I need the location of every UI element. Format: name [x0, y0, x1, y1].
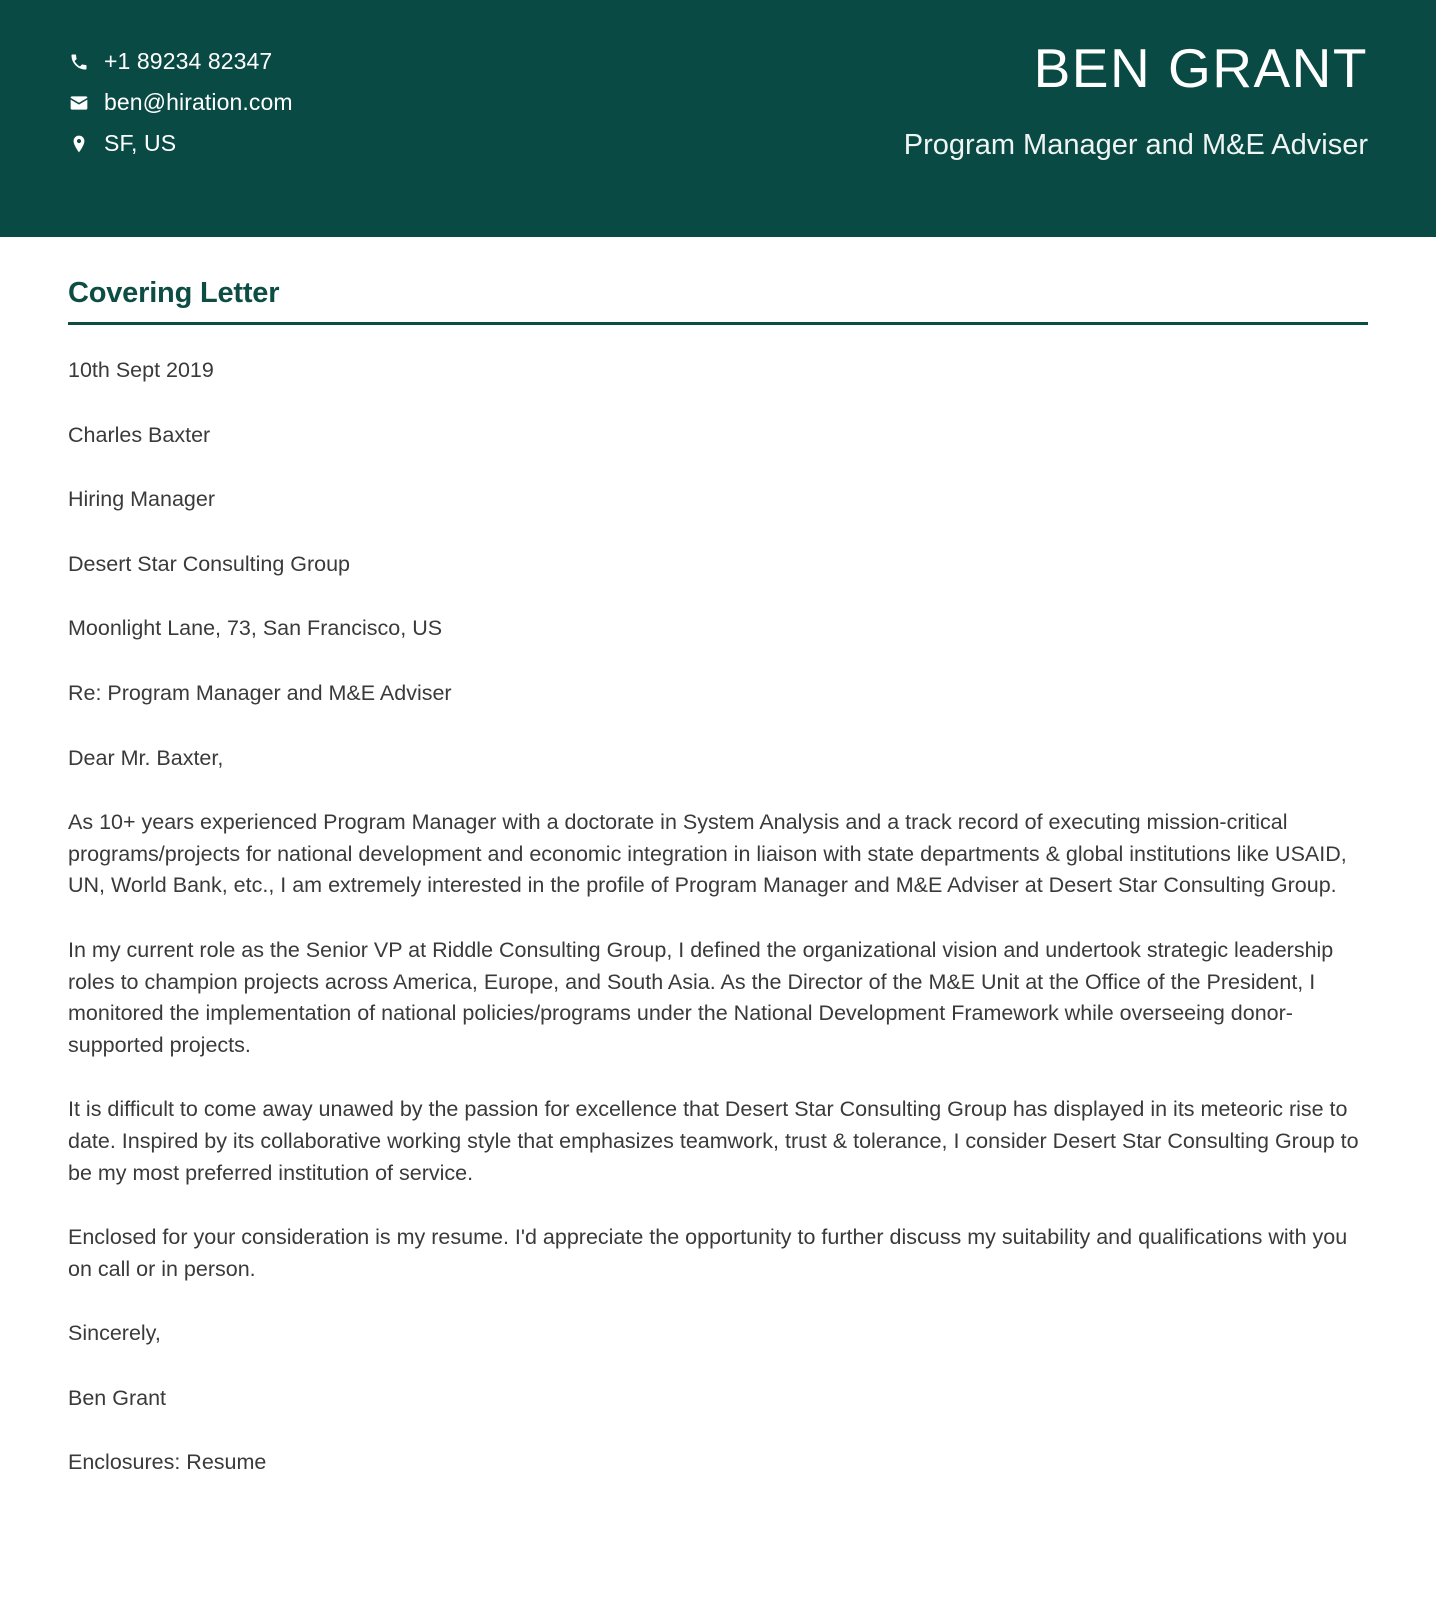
contact-email [68, 91, 293, 114]
letter-body [68, 355, 1368, 1572]
envelope-icon [68, 92, 90, 114]
map-pin-icon [68, 133, 90, 155]
document-header [0, 0, 1436, 237]
contact-location [68, 132, 293, 155]
section-title-covering-letter: Covering Letter [68, 277, 280, 309]
letter-date: 10th Sept 2019 [68, 358, 214, 382]
recipient-address: Moonlight Lane, 73, San Francisco, US [68, 616, 443, 641]
recipient-role: Hiring Manager [68, 487, 215, 512]
person-title: Program Manager and M&E Adviser [903, 128, 1368, 161]
letter-salutation: Dear Mr. Baxter, [68, 745, 224, 770]
contact-location-value: SF, US [104, 130, 177, 156]
recipient-name: Charles Baxter [68, 422, 211, 447]
document-content [0, 277, 1436, 1572]
identity-block [903, 37, 1368, 163]
letter-subject: Re: Program Manager and M&E Adviser [68, 680, 452, 705]
letter-paragraph: It is difficult to come away unawed by the passion for excellence that Desert Star Consulting Group has displayed in its meteoric rise to date. Inspired by its collaborative working style that emphasizes teamwork, trust & tolerance, I consider Desert Star Consulting Group to be my most preferred institution of service. [68, 1097, 1359, 1185]
contact-phone [68, 50, 293, 73]
section-divider [68, 322, 1368, 325]
letter-enclosures: Enclosures: Resume [68, 1450, 267, 1475]
contact-info-block [68, 40, 293, 155]
letter-closing: Sincerely, [68, 1321, 161, 1346]
signature-name: Ben Grant [68, 1385, 166, 1410]
phone-icon [68, 51, 90, 73]
contact-email-value: ben@hiration.com [104, 89, 293, 115]
contact-phone-value: +1 89234 82347 [104, 48, 273, 74]
letter-paragraph: As 10+ years experienced Program Manager with a doctorate in System Analysis and a track record of executing mission-critical programs/projects for national development and economic integration in liaison with state departments & global institutions like USAID, UN, World Bank, etc., I am extremely interested in the profile of Program Manager and M&E Adviser at Desert Star Consulting Group. [68, 810, 1347, 898]
person-name: BEN GRANT [1033, 37, 1368, 99]
recipient-company: Desert Star Consulting Group [68, 551, 351, 576]
letter-paragraph: Enclosed for your consideration is my resume. I'd appreciate the opportunity to further discuss my suitability and qualifications with you on call or in person. [68, 1225, 1348, 1281]
letter-paragraph: In my current role as the Senior VP at Riddle Consulting Group, I defined the organizational vision and undertook strategic leadership roles to champion projects across America, Europe, and South Asia. As the Director of the M&E Unit at the Office of the President, I monitored the implementation of national policies/programs under the National Development Framework while overseeing donor-supported projects. [68, 937, 1334, 1057]
